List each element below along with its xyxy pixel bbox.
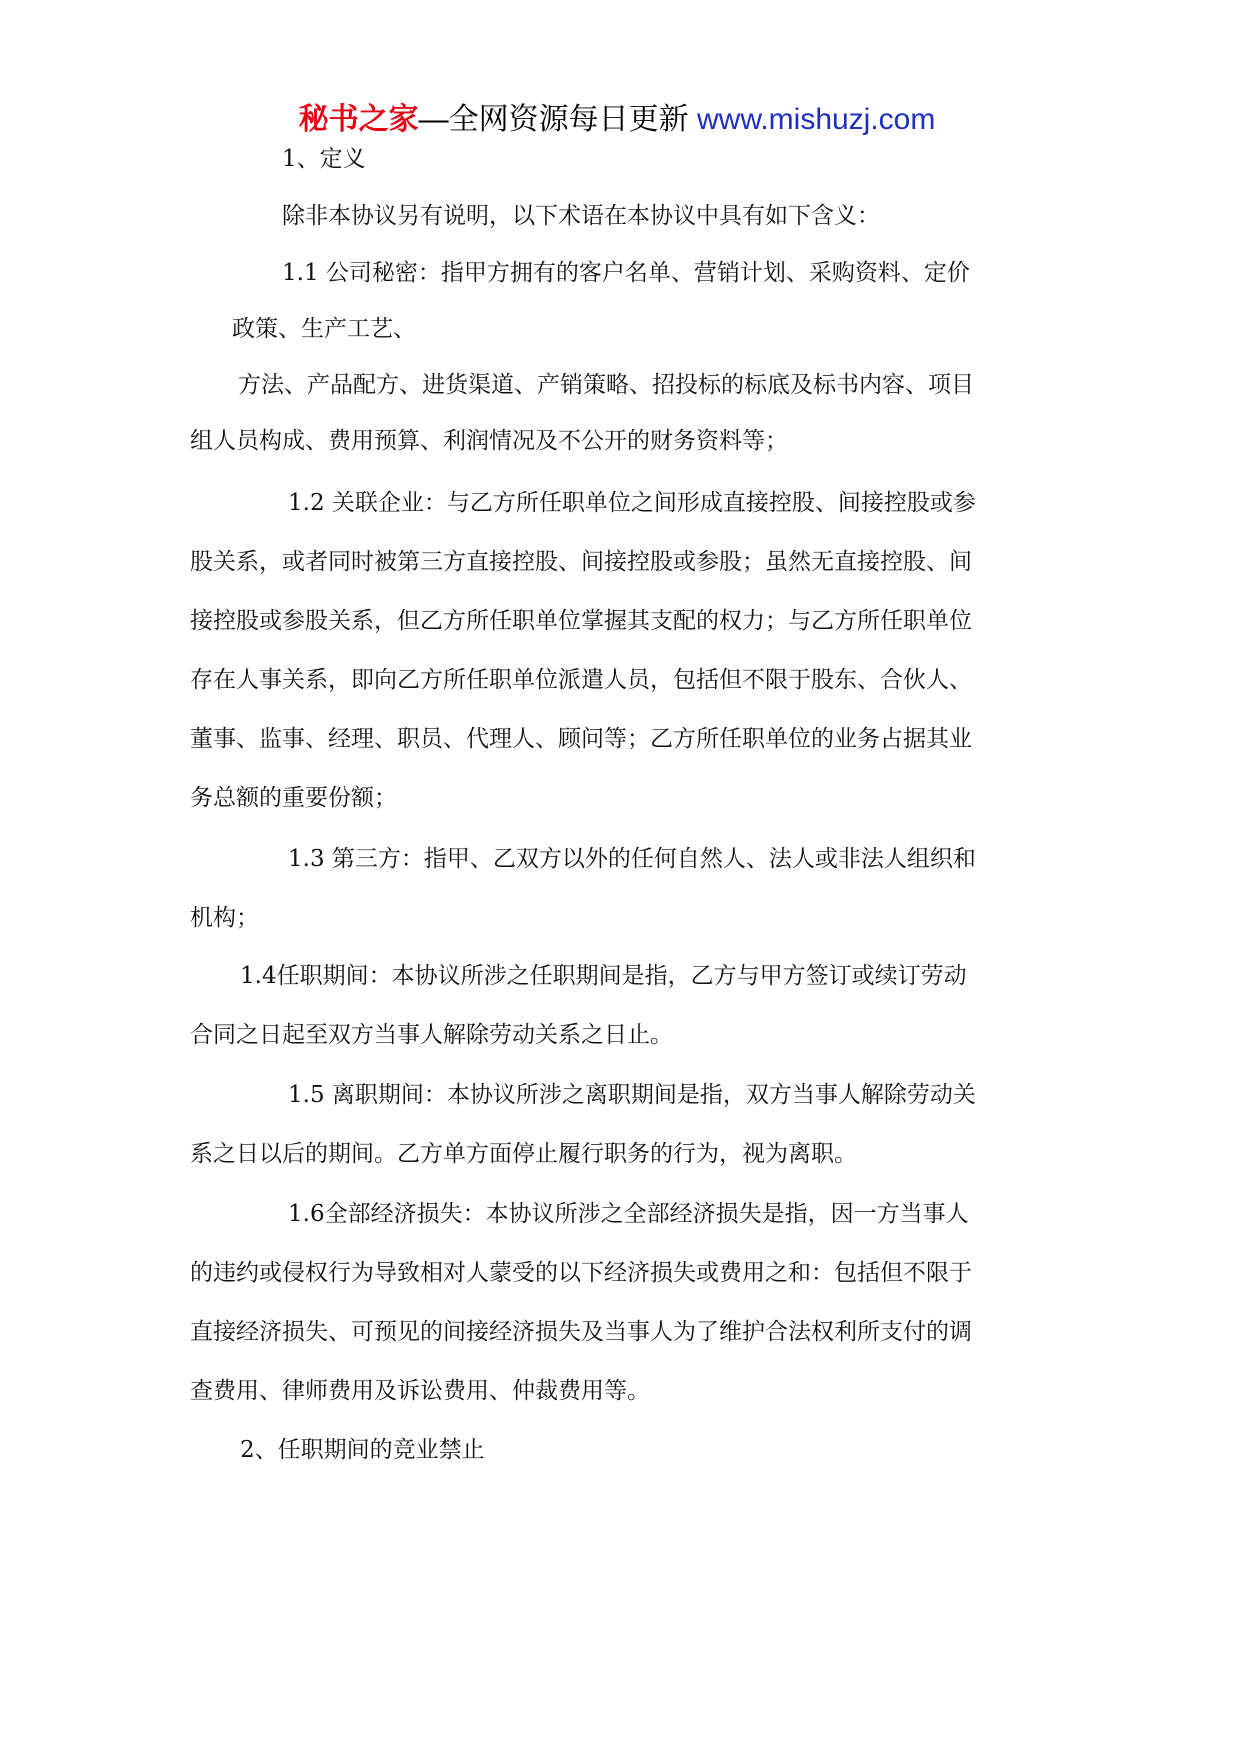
section-heading-1: 1、定义 bbox=[282, 146, 366, 172]
clause-1-1-line-4: 组人员构成、费用预算、利润情况及不公开的财务资料等； bbox=[190, 428, 788, 454]
website-link[interactable]: www.mishuzj.com bbox=[696, 103, 936, 136]
clause-1-1-line-2: 政策、生产工艺、 bbox=[232, 316, 416, 342]
clause-1-2-line-1: 1.2 关联企业：与乙方所任职单位之间形成直接控股、间接控股或参 bbox=[288, 490, 976, 516]
clause-1-2-line-6: 务总额的重要份额； bbox=[190, 785, 397, 811]
clause-1-1-line-3: 方法、产品配方、进货渠道、产销策略、招投标的标底及标书内容、项目 bbox=[238, 372, 974, 398]
clause-1-2-line-3: 接控股或参股关系，但乙方所任职单位掌握其支配的权力；与乙方所任职单位 bbox=[190, 608, 972, 634]
page-header bbox=[0, 98, 1234, 142]
brand-tagline: —全网资源每日更新 bbox=[418, 103, 689, 136]
intro-text: 除非本协议另有说明，以下术语在本协议中具有如下含义： bbox=[282, 203, 880, 229]
clause-1-5-line-1: 1.5 离职期间：本协议所涉之离职期间是指，双方当事人解除劳动关 bbox=[288, 1082, 976, 1108]
clause-1-2-line-4: 存在人事关系，即向乙方所任职单位派遣人员，包括但不限于股东、合伙人、 bbox=[190, 667, 972, 693]
clause-1-3-line-1: 1.3 第三方：指甲、乙双方以外的任何自然人、法人或非法人组织和 bbox=[288, 846, 976, 872]
clause-1-6-line-4: 查费用、律师费用及诉讼费用、仲裁费用等。 bbox=[190, 1378, 650, 1404]
brand-name: 秘书之家 bbox=[298, 103, 419, 136]
clause-1-6-line-2: 的违约或侵权行为导致相对人蒙受的以下经济损失或费用之和：包括但不限于 bbox=[190, 1260, 972, 1286]
clause-1-2-line-5: 董事、监事、经理、职员、代理人、顾问等；乙方所任职单位的业务占据其业 bbox=[190, 726, 972, 752]
clause-1-4-line-2: 合同之日起至双方当事人解除劳动关系之日止。 bbox=[190, 1022, 673, 1048]
section-heading-2: 2、任职期间的竞业禁止 bbox=[240, 1437, 485, 1463]
clause-1-4-line-1: 1.4任职期间：本协议所涉之任职期间是指，乙方与甲方签订或续订劳动 bbox=[240, 963, 967, 989]
clause-1-5-line-2: 系之日以后的期间。乙方单方面停止履行职务的行为，视为离职。 bbox=[190, 1141, 857, 1167]
clause-1-3-line-2: 机构； bbox=[190, 905, 259, 931]
clause-1-6-line-3: 直接经济损失、可预见的间接经济损失及当事人为了维护合法权利所支付的调 bbox=[190, 1319, 972, 1345]
clause-1-1-line-1: 1.1 公司秘密：指甲方拥有的客户名单、营销计划、采购资料、定价 bbox=[282, 260, 970, 286]
clause-1-2-line-2: 股关系，或者同时被第三方直接控股、间接控股或参股；虽然无直接控股、间 bbox=[190, 549, 972, 575]
clause-1-6-line-1: 1.6全部经济损失：本协议所涉之全部经济损失是指，因一方当事人 bbox=[288, 1201, 969, 1227]
